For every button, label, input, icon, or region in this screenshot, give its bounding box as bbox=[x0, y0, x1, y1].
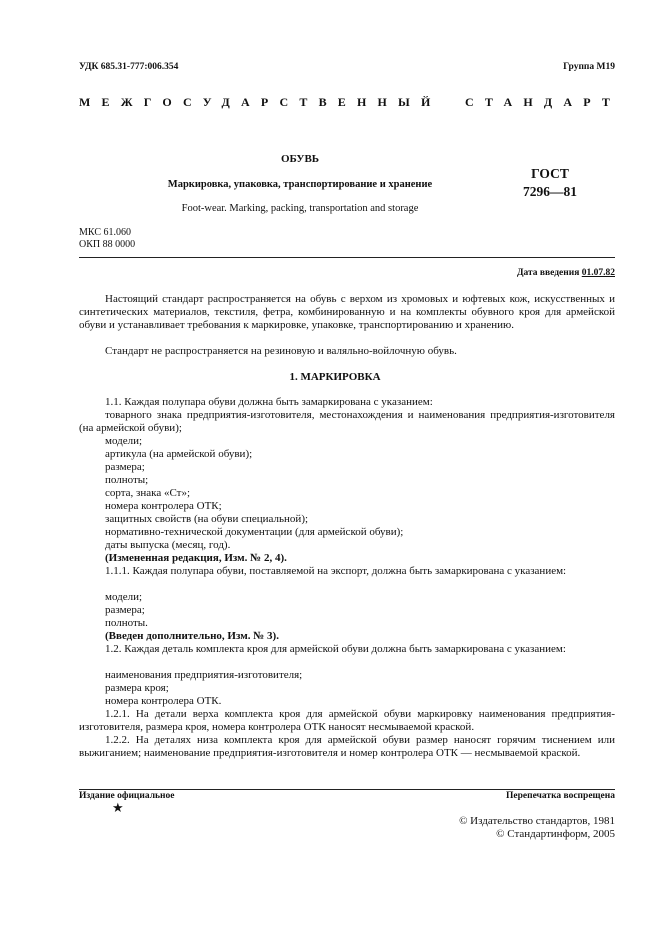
section-heading: 1. МАРКИРОВКА bbox=[289, 371, 381, 383]
amendment-note: (Измененная редакция, Изм. № 2, 4). bbox=[105, 552, 287, 564]
list-item: даты выпуска (месяц, год). bbox=[105, 539, 231, 551]
list-item: полноты; bbox=[105, 474, 149, 486]
intro-date-value: 01.07.82 bbox=[581, 268, 615, 278]
gost-label: ГОСТ bbox=[531, 166, 569, 181]
english-title: Foot-wear. Marking, packing, transportation and storage bbox=[181, 203, 419, 214]
list-item: модели; bbox=[105, 591, 143, 603]
list-item: наименования предприятия-изготовителя; bbox=[105, 669, 303, 681]
intro-paragraph-1: Настоящий стандарт распространяется на обувь с верхом из хромовых и юфтевых кож, искусственных и синтетических материалов, текстиля, фетра, комбинированную и на комплекты обувного кроя для армейской обуви и устанавливает требования к маркировке, упаковке, транспортированию и хранению. bbox=[79, 293, 615, 331]
list-item: модели; bbox=[105, 435, 143, 447]
gost-number: 7296—81 bbox=[523, 184, 577, 199]
list-item: размера кроя; bbox=[105, 682, 169, 694]
clause-1-2-1: 1.2.1. На детали верха комплекта кроя для армейской обуви маркировку наименования предприятия-изготовителя, размера кроя, номера контролера ОТК наносят несмываемой краской. bbox=[79, 708, 615, 733]
header-divider bbox=[79, 257, 615, 258]
official-edition: Издание официальное bbox=[79, 791, 175, 801]
intro-date-label: Дата введения bbox=[516, 268, 580, 278]
list-item: размера; bbox=[105, 604, 145, 616]
standard-type-right: СТАНДАРТ bbox=[465, 95, 622, 109]
okp-code: ОКП 88 0000 bbox=[79, 239, 136, 250]
clause-1-1-1: 1.1.1. Каждая полупара обуви, поставляемой на экспорт, должна быть замаркирована с указанием: bbox=[105, 565, 567, 577]
star-icon: ★ bbox=[112, 800, 124, 815]
list-item: защитных свойств (на обуви специальной); bbox=[105, 513, 309, 525]
footer-divider bbox=[79, 789, 615, 790]
copyright-line: © Издательство стандартов, 1981 bbox=[459, 815, 615, 827]
list-item: нормативно-технической документации (для армейской обуви); bbox=[105, 526, 404, 538]
mks-code: МКС 61.060 bbox=[79, 227, 131, 238]
list-item: размера; bbox=[105, 461, 145, 473]
clause-1-1-trademark: товарного знака предприятия-изготовителя, местонахождения и наименования предприятия-изготовителя (на армейской обуви); bbox=[79, 409, 615, 434]
intro-paragraph-2: Стандарт не распространяется на резиновую и валяльно-войлочную обувь. bbox=[105, 345, 457, 357]
amendment-note: (Введен дополнительно, Изм. № 3). bbox=[105, 630, 279, 642]
list-item: артикула (на армейской обуви); bbox=[105, 448, 253, 460]
document-title: ОБУВЬ bbox=[280, 153, 320, 165]
intro-date bbox=[415, 268, 615, 278]
document-subtitle: Маркировка, упаковка, транспортирование и хранение bbox=[167, 179, 433, 190]
clause-1-2-2: 1.2.2. На деталях низа комплекта кроя для армейской обуви размер наносят горячим тиснением или выжиганием; наименование предприятия-изготовителя и номер контролера ОТК — несмываемой краской. bbox=[79, 734, 615, 759]
list-item: полноты. bbox=[105, 617, 148, 629]
udk-code: УДК 685.31-777:006.354 bbox=[79, 62, 179, 72]
list-item: номера контролера ОТК. bbox=[105, 695, 222, 707]
copyright-line: © Стандартинформ, 2005 bbox=[496, 828, 615, 840]
list-item: сорта, знака «Ст»; bbox=[105, 487, 191, 499]
clause-1-2: 1.2. Каждая деталь комплекта кроя для армейской обуви должна быть замаркирована с указанием: bbox=[105, 643, 566, 655]
list-item: номера контролера ОТК; bbox=[105, 500, 222, 512]
reprint-notice: Перепечатка воспрещена bbox=[505, 791, 615, 801]
clause-1-1: 1.1. Каждая полупара обуви должна быть замаркирована с указанием: bbox=[105, 396, 433, 408]
group-code: Группа М19 bbox=[563, 62, 615, 72]
standard-type-left: МЕЖГОСУДАРСТВЕННЫЙ bbox=[79, 95, 442, 109]
